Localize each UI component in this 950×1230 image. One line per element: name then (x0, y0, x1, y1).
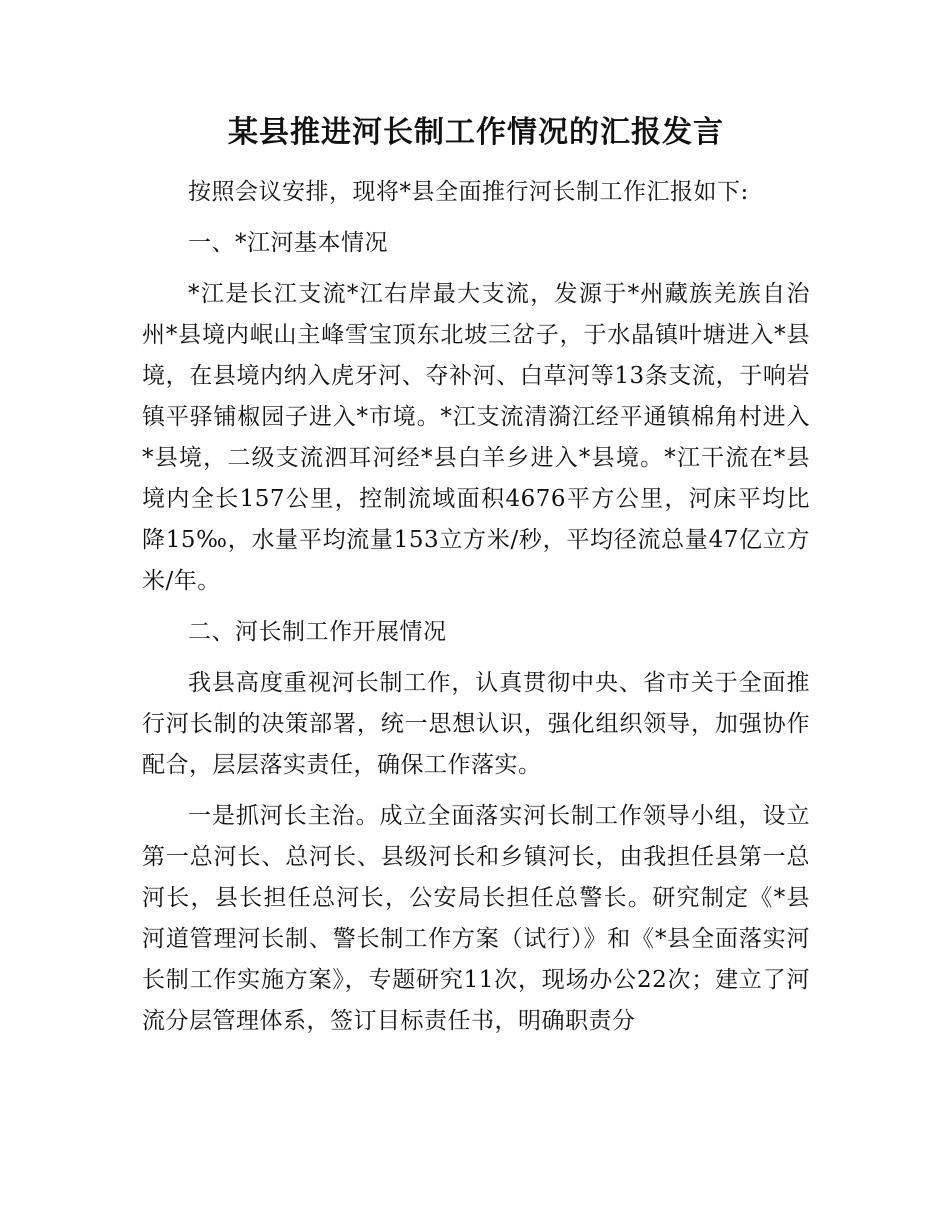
document-title: 某县推进河长制工作情况的汇报发言 (228, 115, 724, 150)
section-2-paragraph-2: 一是抓河长主治。成立全面落实河长制工作领导小组，设立第一总河长、总河长、县级河长和乡镇河长，由我担任县第一总河长，县长担任总河长，公安局长担任总警长。研究制定《*县河道管理河长制、警长制工作方案（试行）》和《*县全面落实河长制工作实施方案》，专题研究11次，现场办公22次；建立了河流分层管理体系，签订目标责任书，明确职责分 (142, 803, 810, 1034)
section-2-paragraph-1: 我县高度重视河长制工作，认真贯彻中央、省市关于全面推行河长制的决策部署，统一思想认识，强化组织领导，加强协作配合，层层落实责任，确保工作落实。 (142, 670, 810, 778)
section-2-heading: 二、河长制工作开展情况 (188, 619, 447, 645)
section-1-paragraph: *江是长江支流*江右岸最大支流，发源于*州藏族羌族自治州*县境内岷山主峰雪宝顶东北坡三岔子，于水晶镇叶塘进入*县境，在县境内纳入虎牙河、夺补河、白草河等13条支流，于响岩镇平驿铺椒园子进入*市境。*江支流清漪江经平通镇棉角村进入*县境，二级支流泗耳河经*县白羊乡进入*县境。*江干流在*县境内全长157公里，控制流域面积4676平方公里，河床平均比降15‰，水量平均流量153立方米/秒，平均径流总量47亿立方米/年。 (142, 281, 811, 594)
intro-paragraph: 按照会议安排，现将*县全面推行河长制工作汇报如下: (188, 179, 749, 205)
section-1-heading: 一、*江河基本情况 (188, 230, 388, 256)
document-body (142, 108, 810, 1052)
